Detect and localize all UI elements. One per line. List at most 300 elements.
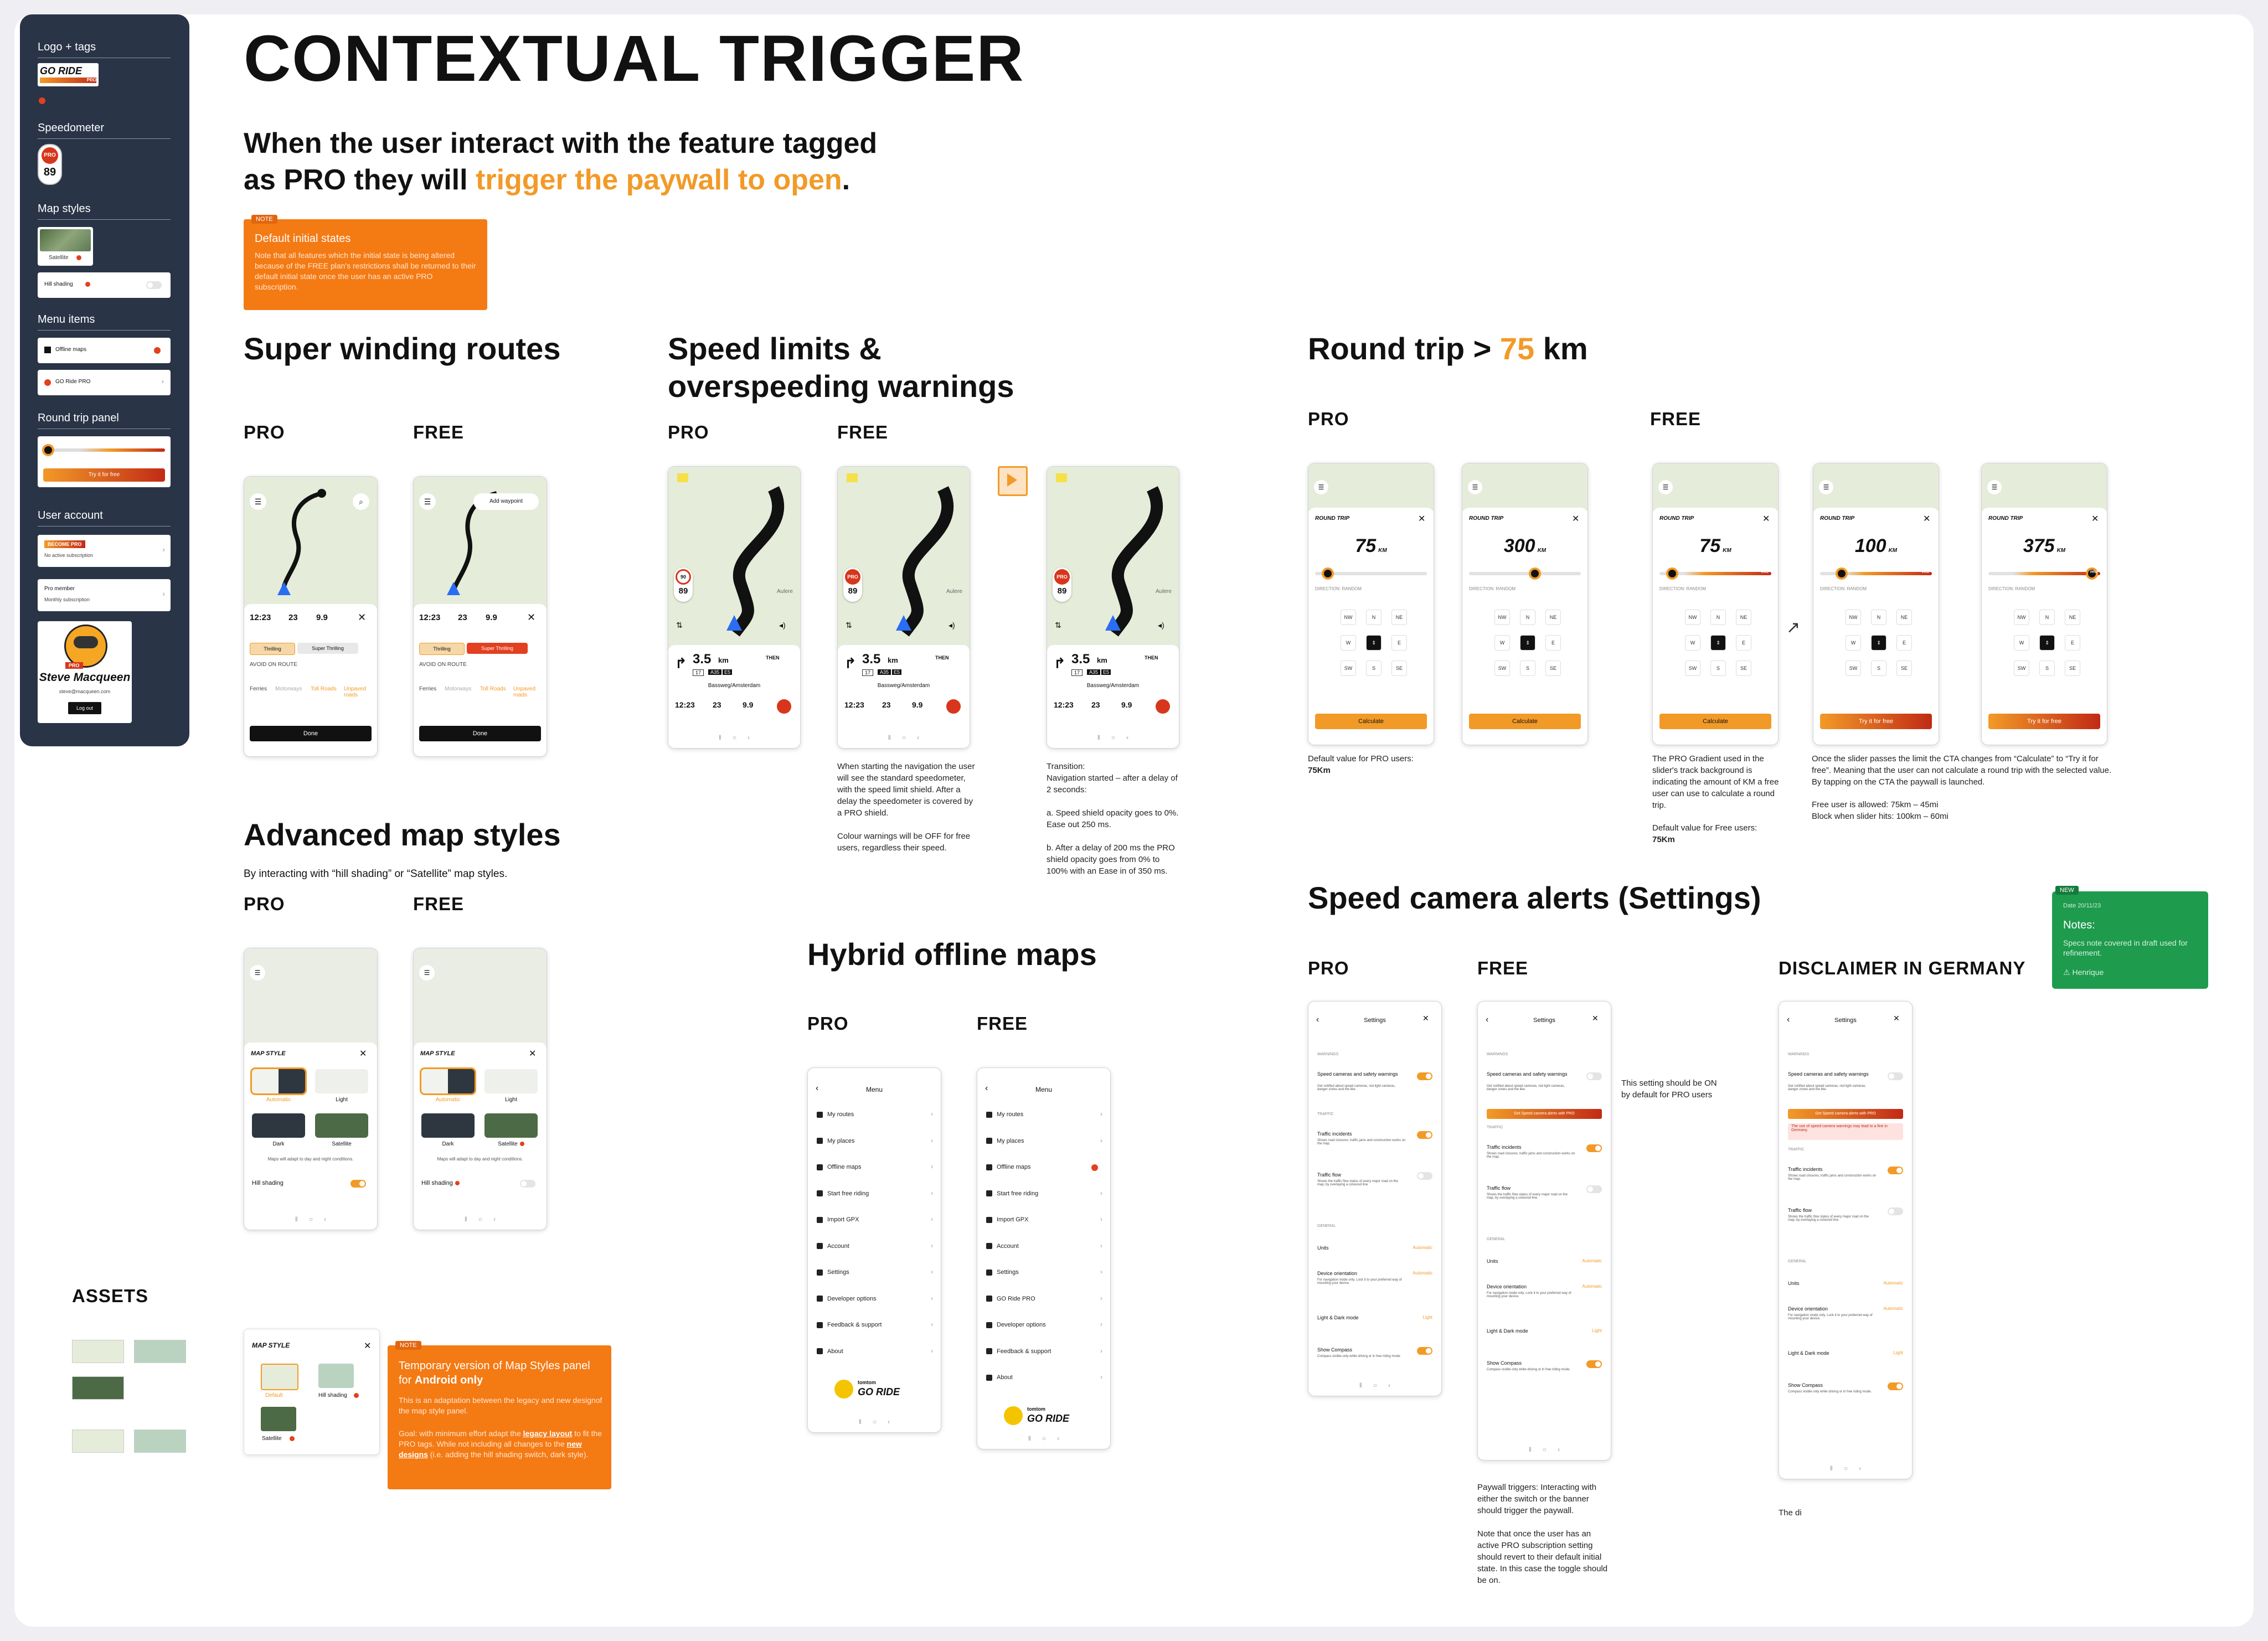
menu-item[interactable] <box>817 1111 854 1118</box>
search-icon[interactable]: ⌕ <box>353 493 369 510</box>
street-name: Bassweg/Amsterdam <box>877 683 930 689</box>
setting-desc: For navigation mode only. Lock it to your preferred way of mounting your device. <box>1487 1292 1571 1298</box>
label-pro: PRO <box>244 422 285 442</box>
direction-button[interactable]: NE <box>1896 610 1912 625</box>
settings-free-phone <box>1477 1001 1611 1461</box>
brand-name: GO RIDE <box>858 1386 900 1397</box>
menu-pro-phone <box>807 1067 941 1433</box>
direction-button[interactable]: NE <box>1545 610 1561 625</box>
direction-button[interactable]: E <box>2065 635 2080 651</box>
automatic-style-tile[interactable] <box>252 1069 305 1093</box>
android-nav-bar: ‖ ○ ‹ <box>1097 734 1129 741</box>
title-text: km <box>1534 331 1588 366</box>
close-icon[interactable]: ✕ <box>1572 514 1580 524</box>
back-arrow-icon[interactable]: ‹ <box>1486 1015 1489 1024</box>
menu-item[interactable] <box>986 1164 1031 1170</box>
menu-item[interactable] <box>817 1243 849 1250</box>
menu-item-label: Developer options <box>997 1322 1046 1328</box>
speedometer-widget <box>1053 567 1071 602</box>
stop-navigation-icon[interactable] <box>1156 699 1170 714</box>
become-pro-card[interactable] <box>38 535 171 567</box>
close-icon[interactable]: ✕ <box>529 1049 537 1059</box>
map-area <box>838 467 970 649</box>
play-triangle <box>1007 473 1017 487</box>
satellite-thumbnail <box>40 229 91 251</box>
hill-shading-row <box>252 1180 284 1186</box>
volume-icon[interactable]: ◂) <box>1158 621 1164 629</box>
go-ride-pro-menu-item[interactable] <box>38 370 171 395</box>
slider-knob[interactable] <box>1836 567 1848 580</box>
setting-label: Speed cameras and safety warnings <box>1317 1071 1398 1077</box>
back-arrow-icon[interactable]: ‹ <box>1787 1015 1790 1024</box>
menu-item[interactable] <box>986 1374 1013 1381</box>
menu-item[interactable] <box>986 1138 1024 1144</box>
volume-icon[interactable]: ◂) <box>949 621 955 629</box>
direction-button[interactable]: SW <box>1341 660 1356 676</box>
note-goal <box>399 1428 604 1460</box>
try-free-button[interactable]: Try it for free <box>43 468 165 482</box>
direction-random-button[interactable]: ⇕ <box>1366 635 1382 651</box>
motorways-option[interactable]: Motorways <box>445 686 472 692</box>
menu-title: Menu <box>865 1086 883 1093</box>
setting-desc: Shows road closures, traffic jams and construction works on the map. <box>1487 1152 1575 1159</box>
close-icon[interactable]: ✕ <box>358 612 367 623</box>
ferries-option[interactable]: Ferries <box>250 686 267 692</box>
direction-button[interactable]: NE <box>2065 610 2080 625</box>
satellite-style-tile[interactable] <box>38 227 93 266</box>
logout-button[interactable]: Log out <box>68 702 101 714</box>
user-email: steve@macqueen.com <box>59 689 111 694</box>
route-options-icon[interactable]: ⇅ <box>1055 621 1061 629</box>
distance-readout <box>1813 535 1939 557</box>
menu-item[interactable] <box>817 1190 869 1197</box>
close-icon[interactable]: ✕ <box>1418 514 1426 524</box>
default-states-note <box>244 216 487 310</box>
hill-shading-label: Hill shading <box>421 1180 453 1186</box>
traffic-incidents-toggle[interactable] <box>1586 1144 1602 1152</box>
menu-item[interactable] <box>817 1322 882 1328</box>
setting-desc: Shows the traffic flow status of every major road on the map, by overlaying a coloured line. <box>1788 1215 1869 1222</box>
menu-item[interactable] <box>986 1111 1023 1118</box>
menu-item-icon <box>986 1190 992 1196</box>
menu-item[interactable] <box>817 1164 862 1170</box>
speed-camera-toggle[interactable] <box>1888 1072 1903 1080</box>
direction-random-button[interactable]: ⇕ <box>1871 635 1886 651</box>
direction-button[interactable]: SE <box>1391 660 1407 676</box>
section-label: WARNINGS <box>1317 1052 1339 1056</box>
monthly-subscription-text: Monthly subscription <box>44 597 90 602</box>
setting-label: Speed cameras and safety warnings <box>1487 1071 1568 1077</box>
hill-shading-toggle[interactable] <box>146 281 162 289</box>
direction-button[interactable]: NW <box>1846 610 1861 625</box>
menu-item-label: My places <box>827 1137 855 1144</box>
dark-style-tile[interactable] <box>421 1113 475 1138</box>
label-pro: PRO <box>1308 409 1349 429</box>
satellite-style-tile[interactable] <box>484 1113 538 1138</box>
calculate-button[interactable]: Calculate <box>1469 714 1581 729</box>
menu-item-icon <box>986 1164 992 1170</box>
calculate-button[interactable]: Calculate <box>1659 714 1771 729</box>
map-style-free-phone <box>413 948 547 1230</box>
menu-item-icon <box>817 1270 823 1276</box>
chevron-right-icon: › <box>1100 1320 1102 1328</box>
traffic-incidents-toggle[interactable] <box>1888 1167 1903 1174</box>
calculate-button[interactable]: Try it for free <box>1820 714 1932 729</box>
distance-readout <box>1653 535 1778 557</box>
brand-small: tomtom <box>1027 1406 1045 1412</box>
panel-title: ROUND TRIP <box>1820 515 1855 522</box>
duration-min: 23 <box>288 613 298 622</box>
pro-dot-icon <box>354 1393 359 1398</box>
direction-button[interactable]: S <box>1366 660 1382 676</box>
direction-button[interactable]: S <box>1710 660 1726 676</box>
default-style-tile[interactable] <box>261 1364 298 1390</box>
direction-button[interactable]: S <box>1520 660 1535 676</box>
distance-slider[interactable] <box>1988 572 2100 575</box>
done-button[interactable]: Done <box>419 726 541 741</box>
traffic-flow-toggle[interactable] <box>1417 1172 1432 1180</box>
direction-button[interactable]: W <box>1494 635 1510 651</box>
distance-value: 75 <box>1355 535 1377 556</box>
stop-navigation-icon[interactable] <box>777 699 791 714</box>
toll-roads-option[interactable]: Toll Roads <box>480 686 506 692</box>
close-icon[interactable]: ✕ <box>1923 514 1931 524</box>
android-nav-bar: ‖ ○ ‹ <box>858 1418 890 1426</box>
direction-button[interactable]: NW <box>1494 610 1510 625</box>
note-body: Specs note covered in draft used for refinement. <box>2063 938 2188 957</box>
add-waypoint-button[interactable]: Add waypoint <box>473 493 539 510</box>
direction-button[interactable]: NE <box>1391 610 1407 625</box>
chevron-right-icon: › <box>162 589 165 598</box>
direction-label: DIRECTION: RANDOM <box>1469 586 1516 591</box>
menu-item[interactable] <box>817 1348 843 1355</box>
slider-knob[interactable] <box>1529 567 1541 580</box>
light-dark-value[interactable]: Light <box>1592 1328 1602 1333</box>
position-arrow-icon <box>726 615 742 631</box>
user-name: Steve Macqueen <box>39 671 131 684</box>
hill-style-label: Hill shading <box>318 1392 347 1399</box>
direction-button[interactable]: NW <box>2014 610 2029 625</box>
menu-item-icon <box>986 1348 992 1354</box>
offline-maps-menu-item[interactable] <box>38 338 171 363</box>
unpaved-option[interactable]: Unpaved roads <box>513 686 536 698</box>
automatic-style-tile[interactable] <box>421 1069 475 1093</box>
pro-track-tag: PRO <box>2090 571 2098 574</box>
menu-item-label: My routes <box>997 1111 1024 1118</box>
nav-transition-phone <box>1047 466 1179 749</box>
units-value[interactable]: Automatic <box>1413 1245 1432 1250</box>
place-label: Aulere <box>1156 589 1172 595</box>
route-options-icon[interactable]: ⇅ <box>676 621 683 629</box>
menu-item[interactable] <box>986 1243 1019 1250</box>
note-body: This is an adaptation between the legacy and new designof the map style panel. <box>399 1396 602 1415</box>
legacy-layout-link[interactable]: legacy layout <box>523 1429 573 1438</box>
back-arrow-icon[interactable]: ‹ <box>816 1083 819 1093</box>
direction-button[interactable]: N <box>1871 610 1886 625</box>
android-nav-bar: ‖ ○ ‹ <box>1028 1434 1060 1442</box>
direction-button[interactable]: W <box>1341 635 1356 651</box>
caption-text: Once the slider passes the limit the CTA changes from “Calculate” to “Try it for free”. Meaning that the user can not calculate a round trip with the selected value. By tapping on the CTA the paywall is launched. <box>1812 754 2112 787</box>
chevron-right-icon: › <box>1100 1241 1102 1250</box>
menu-free-phone <box>977 1067 1111 1449</box>
road-shield: E5 <box>1101 669 1111 675</box>
satellite-style-tile[interactable] <box>261 1407 296 1431</box>
map-thumb-light <box>72 1340 124 1363</box>
compass-toggle[interactable] <box>1417 1347 1432 1355</box>
thrilling-chip[interactable]: Thrilling <box>250 643 295 655</box>
satellite-style-tile[interactable] <box>315 1113 368 1138</box>
done-button[interactable]: Done <box>250 726 372 741</box>
thrilling-chip[interactable]: Thrilling <box>419 643 465 655</box>
page-subtitle <box>244 125 877 198</box>
label-free: FREE <box>1650 409 1702 429</box>
light-style-tile[interactable] <box>484 1069 538 1093</box>
close-icon[interactable]: ✕ <box>359 1049 367 1059</box>
menu-item[interactable] <box>986 1190 1038 1197</box>
speed-camera-pro-banner[interactable]: Get Speed camera alerts with PRO <box>1788 1109 1903 1119</box>
compass-toggle[interactable] <box>1888 1382 1903 1390</box>
hill-style-tile[interactable] <box>318 1364 354 1388</box>
slider-knob[interactable] <box>42 444 54 456</box>
menu-icon[interactable]: ☰ <box>419 965 435 981</box>
close-icon[interactable]: ✕ <box>527 612 536 623</box>
map-area <box>244 477 377 610</box>
menu-item[interactable] <box>817 1269 849 1276</box>
camera-pro-caption: This setting should be ON by default for PRO users <box>1621 1078 1717 1100</box>
menu-icon[interactable]: ☰ <box>1314 480 1328 494</box>
traffic-incidents-toggle[interactable] <box>1417 1131 1432 1139</box>
menu-item[interactable] <box>986 1296 1035 1302</box>
settings-germany-phone <box>1779 1001 1913 1479</box>
new-designs-link[interactable]: new designs <box>399 1439 582 1459</box>
panel-title: ROUND TRIP <box>1659 515 1694 522</box>
nav-pro-phone <box>668 466 801 749</box>
map-style-pro-phone <box>244 948 378 1230</box>
map-thumb-hill <box>134 1430 186 1453</box>
position-arrow-icon <box>896 615 911 631</box>
advanced-map-desc: By interacting with “hill shading” or “Satellite” map styles. <box>244 868 508 880</box>
menu-icon[interactable]: ☰ <box>1468 480 1482 494</box>
menu-item-label: Import GPX <box>997 1216 1029 1223</box>
caption-text: Default value for Free users: <box>1652 823 1757 833</box>
user-account-section-label: User account <box>38 509 103 522</box>
compass-toggle[interactable] <box>1586 1360 1602 1368</box>
direction-button[interactable]: S <box>1871 660 1886 676</box>
route-sheet <box>244 604 377 756</box>
speed-camera-toggle[interactable] <box>1586 1072 1602 1080</box>
menu-icon[interactable]: ☰ <box>1658 480 1673 494</box>
speed-camera-toggle[interactable] <box>1417 1072 1432 1080</box>
setting-label: Device orientation <box>1487 1284 1527 1289</box>
traffic-flow-toggle[interactable] <box>1888 1207 1903 1215</box>
direction-button[interactable]: E <box>1545 635 1561 651</box>
direction-button[interactable]: NW <box>1341 610 1356 625</box>
setting-desc: Compass visible only while driving or in free riding mode. <box>1317 1355 1401 1358</box>
menu-item-label: About <box>997 1374 1013 1381</box>
menu-item[interactable] <box>986 1322 1046 1328</box>
route-options-icon[interactable]: ⇅ <box>846 621 852 629</box>
speed-camera-pro-banner[interactable]: Get Speed camera alerts with PRO <box>1487 1109 1602 1119</box>
round-trip-section-label: Round trip panel <box>38 412 119 424</box>
calculate-button[interactable]: Calculate <box>1315 714 1427 729</box>
pro-dot-icon <box>455 1181 460 1185</box>
menu-item[interactable] <box>817 1296 877 1302</box>
setting-desc: Compass visible only while driving or in free riding mode. <box>1487 1368 1571 1371</box>
direction-random-button[interactable]: ⇕ <box>1520 635 1535 651</box>
direction-button[interactable]: S <box>2039 660 2055 676</box>
current-speed: 89 <box>678 586 688 596</box>
direction-random-button[interactable]: ⇕ <box>2039 635 2055 651</box>
direction-button[interactable]: NW <box>1685 610 1700 625</box>
direction-button[interactable]: SE <box>1896 660 1912 676</box>
super-thrilling-chip[interactable]: Super Thrilling <box>297 643 358 654</box>
direction-button[interactable]: N <box>1520 610 1535 625</box>
speedometer-widget <box>843 567 862 602</box>
dark-style-tile[interactable] <box>252 1113 305 1138</box>
become-pro-badge: BECOME PRO <box>44 540 85 548</box>
menu-item[interactable] <box>817 1216 859 1223</box>
close-icon[interactable]: ✕ <box>1592 1014 1599 1023</box>
position-arrow-icon <box>277 582 291 595</box>
chevron-right-icon: › <box>1100 1136 1102 1144</box>
round-trip-phone <box>1462 463 1588 745</box>
distance-value: 75 <box>1699 535 1721 556</box>
caption-text: The PRO Gradient used in the slider's track background is indicating the amount of KM a free user can use to calculate a round trip. <box>1652 754 1779 810</box>
menu-item[interactable] <box>986 1348 1051 1355</box>
direction-button[interactable]: SW <box>2014 660 2029 676</box>
menu-item[interactable] <box>817 1138 855 1144</box>
light-dark-value[interactable]: Light <box>1422 1315 1432 1320</box>
subtitle-text: . <box>842 164 850 196</box>
road-shield: A35 <box>708 669 721 675</box>
user-profile-card <box>38 621 132 723</box>
direction-label: DIRECTION: RANDOM <box>1659 586 1706 591</box>
light-style-tile[interactable] <box>315 1069 368 1093</box>
settings-title: Settings <box>1834 1017 1857 1024</box>
setting-desc: For navigation mode only. Lock it to your preferred way of mounting your device. <box>1788 1314 1873 1320</box>
unpaved-option[interactable]: Unpaved roads <box>344 686 367 698</box>
direction-button[interactable]: N <box>1710 610 1726 625</box>
panel-title: MAP STYLE <box>251 1050 286 1057</box>
direction-button[interactable]: SE <box>1545 660 1561 676</box>
calculate-button[interactable]: Try it for free <box>1988 714 2100 729</box>
direction-random-button[interactable]: ⇕ <box>1710 635 1726 651</box>
menu-item-label: Offline maps <box>827 1164 862 1170</box>
menu-item-label: My routes <box>827 1111 854 1118</box>
direction-button[interactable]: SE <box>2065 660 2080 676</box>
direction-button[interactable]: NE <box>1736 610 1751 625</box>
label-free: FREE <box>977 1013 1028 1034</box>
android-nav-bar: ‖ ○ ‹ <box>1528 1446 1560 1453</box>
automatic-style-label <box>252 1097 305 1103</box>
direction-button[interactable]: E <box>1391 635 1407 651</box>
direction-button[interactable]: N <box>1366 610 1382 625</box>
next-turn-distance: 3.5 <box>862 652 881 667</box>
round-trip-slider[interactable] <box>43 448 165 452</box>
pro-member-card[interactable] <box>38 579 171 611</box>
logo-text: GO RIDE <box>40 65 83 76</box>
motorways-option[interactable]: Motorways <box>275 686 302 692</box>
menu-item-label: GO Ride PRO <box>997 1295 1035 1302</box>
close-icon[interactable]: ✕ <box>1762 514 1770 524</box>
back-arrow-icon[interactable]: ‹ <box>985 1083 988 1093</box>
ferries-option[interactable]: Ferries <box>419 686 437 692</box>
warning-icon <box>677 473 688 482</box>
direction-button[interactable]: W <box>2014 635 2029 651</box>
menu-icon[interactable]: ☰ <box>419 493 436 510</box>
direction-button[interactable]: SW <box>1685 660 1700 676</box>
turn-arrow-icon: ↱ <box>675 655 687 672</box>
chevron-right-icon: › <box>1100 1189 1102 1197</box>
chevron-right-icon: › <box>931 1163 933 1170</box>
direction-button[interactable]: E <box>1896 635 1912 651</box>
hill-shading-label: Hill shading <box>44 281 73 287</box>
menu-item[interactable] <box>986 1269 1019 1276</box>
light-dark-value[interactable]: Light <box>1893 1350 1903 1355</box>
distance-slider[interactable] <box>1469 572 1581 575</box>
close-icon[interactable]: ✕ <box>1422 1014 1429 1023</box>
close-icon[interactable]: ✕ <box>364 1341 372 1351</box>
orientation-value[interactable]: Automatic <box>1582 1284 1602 1289</box>
section-title-assets: ASSETS <box>72 1286 149 1306</box>
slider-knob[interactable] <box>1322 567 1334 580</box>
units-value[interactable]: Automatic <box>1883 1281 1903 1286</box>
panel-title: MAP STYLE <box>252 1341 290 1349</box>
traffic-flow-toggle[interactable] <box>1586 1185 1602 1193</box>
speed-pro-shield: PRO <box>845 569 860 585</box>
direction-button[interactable]: SE <box>1736 660 1751 676</box>
super-thrilling-pro-chip[interactable]: Super Thrilling <box>467 643 528 654</box>
street-name: Bassweg/Amsterdam <box>708 683 761 689</box>
current-speed: 89 <box>848 586 858 596</box>
direction-button[interactable]: W <box>1846 635 1861 651</box>
direction-button[interactable]: SW <box>1846 660 1861 676</box>
hill-shading-row[interactable] <box>38 272 171 298</box>
menu-icon[interactable]: ☰ <box>1819 480 1833 494</box>
menu-icon[interactable]: ☰ <box>250 965 265 981</box>
toll-roads-option[interactable]: Toll Roads <box>311 686 337 692</box>
hill-shading-toggle[interactable] <box>350 1180 366 1188</box>
go-ride-pro-label: GO Ride PRO <box>55 379 91 385</box>
direction-button[interactable]: E <box>1736 635 1751 651</box>
orientation-value[interactable]: Automatic <box>1883 1306 1903 1311</box>
hill-shading-toggle[interactable] <box>520 1180 535 1188</box>
android-nav-bar: ‖ ○ ‹ <box>1359 1381 1391 1389</box>
volume-icon[interactable]: ◂) <box>779 621 786 629</box>
menu-icon[interactable]: ☰ <box>250 493 266 510</box>
direction-button[interactable]: SW <box>1494 660 1510 676</box>
close-icon[interactable]: ✕ <box>2091 514 2099 524</box>
stop-navigation-icon[interactable] <box>946 699 961 714</box>
pro-dot-icon <box>1091 1164 1098 1171</box>
setting-desc: Shows the traffic flow status of every major road on the map, by overlaying a coloured line. <box>1317 1180 1398 1186</box>
units-value[interactable]: Automatic <box>1582 1258 1602 1263</box>
slider-knob[interactable] <box>1666 567 1678 580</box>
back-arrow-icon[interactable]: ‹ <box>1316 1015 1319 1024</box>
menu-icon[interactable]: ☰ <box>1987 480 2002 494</box>
play-prototype-icon[interactable] <box>998 466 1028 496</box>
menu-item[interactable] <box>986 1216 1028 1223</box>
pro-dot-icon <box>154 347 161 354</box>
direction-button[interactable]: N <box>2039 610 2055 625</box>
setting-desc: Shows road closures, traffic jams and construction works on the map. <box>1317 1139 1406 1145</box>
close-icon[interactable]: ✕ <box>1893 1014 1900 1023</box>
round-trip-panel <box>1308 508 1434 745</box>
orientation-value[interactable]: Automatic <box>1413 1271 1432 1276</box>
direction-button[interactable]: W <box>1685 635 1700 651</box>
chevron-right-icon: › <box>1100 1268 1102 1276</box>
setting-label: Units <box>1487 1258 1498 1264</box>
